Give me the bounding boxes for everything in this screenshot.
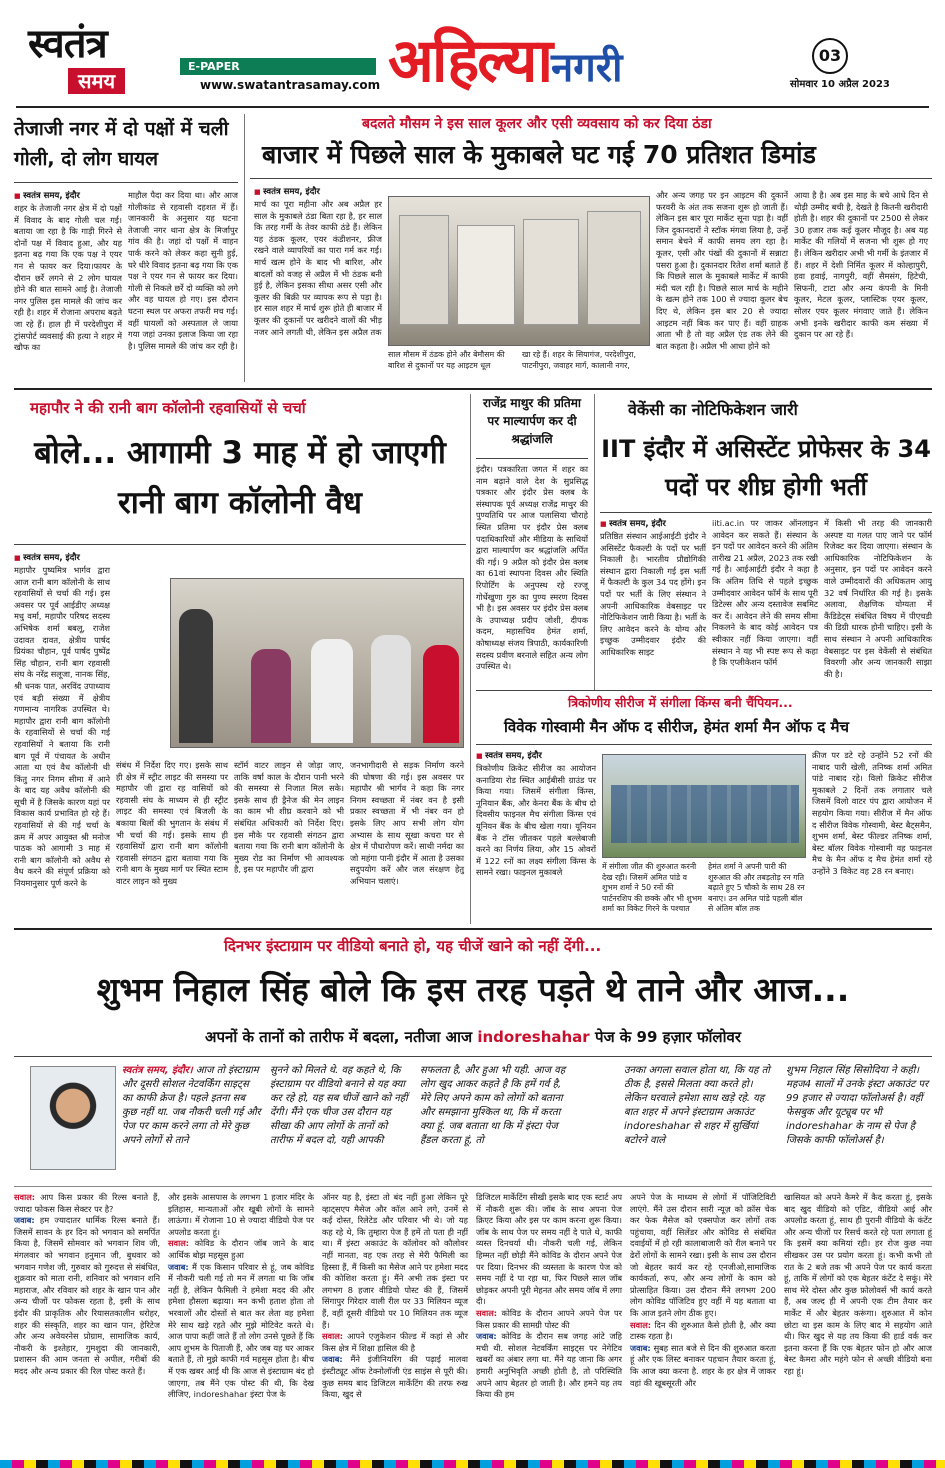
masthead-rule (16, 106, 929, 108)
story-text: जनभागीदारी से सड़क निर्माण करने की घोषणा की गई। इस अवसर पर महापौर श्री भार्गव ने कहा कि नगर निगम स्वच्छता में नंबर वन है इसी प्रकार स्वच्छता में भी नंबर वन हो इसके लिए आप सभी लोग योग अभ्यास के साथ सूखा कचरा घर से क्षेत्र में पौधारोपण करें। साथी नर्मदा का जो महंगा पानी इंदौर में आता है उसका सदुपयोग करें और जल संरक्षण हेतु अभियान चलाएं। (350, 760, 464, 886)
answer-text: कोविड के दौरान सब जगह आंटे जहि मची थी. सोशल नेटवर्किंग साइट्स पर नेगेटिव खबरों का अंबार लगा था. मैंने यह जाना कि अगर हमारी अनुभिवृति अच्छी होती है, तो परिस्थिति अपने आप बेहतर हो जाती है। और हमने यह तय किया की हम (476, 1331, 622, 1400)
story-text: में किसी भी तरह की जानकारी अस्पष्ट या गलत पाए जाने पर फॉर्म रिजेक्ट कर दिया जाएगा। संस्थान के आधिकारिक नोटिफिकेशन के अनुसार, इन पदों पर आवेदन करने वाले उम्मीदवारों की अधिकतम आयु 32 वर्ष निर्धारित की गई है। इसके अलावा, शैक्षणिक योग्यता में कैंडिडेट्स संबंधित विषय में पीएचडी की डिग्री धारक होनी चाहिए। इसी के साथ संस्थान ने अपनी आधिकारिक वेबसाइट पर इस वेकेंसी से संबंधित विवरणी और अन्य जानकारी साझा की है। (824, 518, 932, 679)
photo-caption: साल मौसम में ठंडक होने और बेमौसम की बारिश से दुकानों पर यह आइटम धूल (388, 350, 505, 370)
answer-label: जवाब: (168, 1261, 189, 1272)
story-rani-bagh (14, 394, 466, 924)
edition-title (388, 24, 768, 104)
registration-strip (0, 1460, 945, 1468)
question-label: सवाल: (168, 1238, 190, 1249)
story-text: iiti.ac.in पर जाकर ऑनलाइन आवेदन कर सकते हैं। संस्थान के इन पदों पर आवेदन करने की अंतिम तारीख 21 अप्रैल, 2023 तक रखी गई है। आईआईटी इंदौर ने कहा है कि अंतिम तिथि से पहले इच्छुक उम्मीदवार आवेदन फॉर्म के साथ पूरी डिटेल्स और अन्य दस्तावेज सबमिट कर दें। आवेदन लेने की समय सीमा निकलने के बाद कोई आवेदन पत्र स्वीकार नहीं किया जाएगा। वहीं संस्थान ने यह भी स्पष्ट रूप से कहा है कि एप्लीकेशन फॉर्म (712, 518, 818, 668)
subhead-text: अपनों के तानों को तारीफ में बदला, नतीजा आज (205, 1028, 473, 1046)
byline: ■ स्वतंत्र समय, इंदौर (600, 518, 706, 529)
question-label: सवाल: (476, 1307, 498, 1318)
story-headline: IIT इंदौर में असिस्टेंट प्रोफेसर के 34 पदों पर शीघ्र होगी भर्ती (601, 435, 931, 501)
story-text: हेमंत शर्मा ने अपनी पारी की शुरुआत की और तबड़तोड़ रन गति बढ़ाते हुए 5 चौको के साथ 28 रन बनाए। उन अमित पांडे पहली बॉल से अंतिम बॉल तक (708, 862, 805, 913)
subhead-brand: indoreshahar (477, 1028, 590, 1046)
question-text: आपने एजुकेशन फील्ड में कहां से और किस क्षेत्र में शिक्षा हासिल की है (322, 1331, 469, 1353)
qa-column-2 (168, 1192, 314, 1454)
brand-top: स्वतंत्र (28, 21, 107, 67)
answer-label: जवाब: (630, 1342, 651, 1353)
story-headline: बाजार में पिछले साल के मुकाबले घट गई 70 प्रतिशत डिमांड (262, 140, 816, 169)
epaper-label: E-PAPER (180, 58, 376, 75)
qa-column-5 (630, 1192, 776, 1454)
story-headline: विवेक गोस्वामी मैन ऑफ द सीरीज, हेमंत शर्मा मैन ऑफ द मैच (504, 718, 850, 736)
question-text: दिन की शुरुआत कैसे होती है, और क्या टास्क रहता है। (630, 1319, 777, 1342)
rule (14, 182, 238, 183)
story-text: उनका अगला सवाल होता था, कि यह तो ठीक है, इससे मिलता क्या करते हो। लेकिन घरवाले हमेशा साथ खड़े रहे. यह बात शहर में अपने इंस्टाग्राम अकाउंट indoreshahar से शहर में सुर्खियां बटोरने वाले (624, 1065, 770, 1146)
question-label: सवाल: (630, 1319, 652, 1330)
answer-text: खासियत को अपने कैमरे में कैद करता हूं, इसके बाद खुद वीडियो को एडिट, वीडियो आई और अपलोड करता हूं, साथ ही पुरानी वीडियो के कंटेंट और अन्य चीजों पर रिसर्च करते रहे पता लगाता हूं कि इसमें क्या कमियां रही। हर रोज कुछ नया सीखकर उस पर प्रयोग करता हूं। कभी कभी तो रात के 2 बजे तक भी अपने पेज पर कार्य करता हूं, ताकि में लोगों को एक बेहतर कंटेंट दे सकूं। मेरे साथ मेरे दोस्त और कुछ फ़ोलोवर्स भी कार्य करते हैं, अब जल्द ही में अपनी एक टीम तैयार कर मार्केट में और बेहतर करूंगा। शुरुआत में कोन छोटा था इस काम के लिए बाद मे सहयोग आते थी। फिर खुद से यह तय किया की हार्ड वर्क कर इतना करना हैं कि एक बेहतर फोन हो और आज बेस्ट कैमरा और महंगे फोन से अच्छी वीडियो बना रहा हूं। (784, 1192, 932, 1376)
story-text: प्रतिष्ठित संस्थान आईआईटी इंदौर ने असिस्टेंट फैकल्टी के पदों पर भर्ती निकाली है। भारतीय प्रौद्योगिकी संस्थान द्वारा निकाली गई इस भर्ती में फैकल्टी के कुल 34 पद होंगे। इन पदों पर भर्ती के लिए संस्थान ने अपनी आधिकारिक वेबसाइट पर नोटिफिकेशन जारी किया है। भर्ती के लिए आवेदन करने के योग्य और इच्छुक उम्मीदवार इंदौर की आधिकारिक साइट (600, 531, 706, 657)
story-kicker: दिनभर इंस्टाग्राम पर वीडियो बनाते हो, यह चीजें खाने को नहीं देंगी... (224, 937, 602, 955)
answer-label: जवाब: (322, 1354, 343, 1365)
answer-text: और इसके आसपास के लगभग 1 हजार मंदिर के इतिहास, मान्यताओं और खूबी लोगों के सामने लाऊंगा। में रोजाना 10 से ज्यादा वीडियो पेज पर अपलोड करता हूं। (168, 1192, 314, 1237)
answer-text: सुबह सात बजे से दिन की शुरुआत करता हूं और एक लिस्ट बनाकर पहचान तैयार करता हूं, कि आज क्या करना है. शहर के हर क्षेत्र में जाकर वहां की खूबसूरती और (630, 1342, 776, 1388)
story-tejaji-nagar (14, 114, 238, 382)
story-text: शुभम निहाल सिंह सिसोदिया ने कही। महज4 सालों में उनके इंस्टा अकाउंट पर 99 हजार से ज्यादा फॉलोअर्स है। वहीं फेसबुक और यूट्यूब पर भी indoreshahar के नाम से पेज है जिसके काफी फॉलोअर्स है। (786, 1065, 929, 1146)
brand-bottom: समय (68, 68, 125, 94)
story-text: सफलता है, और हुआ भी यही. आज वह लोग खुद आकर कहते है कि हमें गर्व है, मेरे लिए अपने काम को लोगों को बताना और समझाना मुश्किल था, कि में करता क्या हूं. जब बताता था कि में इंस्टा पेज हैंडल करता हूं, तो (420, 1065, 566, 1146)
subhead-text: पेज के 99 हज़ार फॉलोवर (594, 1028, 741, 1046)
story-text: आज तो इंस्टाग्राम और दूसरी सोशल नेटवर्किंग साइट्स का काफी क्रेज है। पहले इतना सब कुछ नहीं था. जब नौकरी चली गई और पेज पर काम करने लगा तो मेरे कुछ अपने लोगों से ताने (122, 1065, 261, 1146)
edition-title-part1: अहिल्या (388, 26, 551, 96)
question-text: आप किस प्रकार की रिल्स बनाते हैं, ज्यादा फोकस किस सेक्टर पर है? (14, 1192, 160, 1214)
portrait-photo (30, 1066, 116, 1170)
answer-text: डिजिटल मार्केटिंग सीखी इसके बाद एक स्टार्ट अप में नौकरी शुरू की। जॉब के साथ अपना पेज क्रिएट किया और इस पर काम करना शुरू किया। जॉब के साथ पेज पर समय नहीं दे पाते थे, काफी व्यस्त दिनचर्या थी। नौकरी चली गई, लेकिन हिम्मत नहीं छोड़ी मैंने कोविड के दौरान अपने पेज पर दिया। दिनभर की व्यस्तता के कारण पेज को समय नहीं दे पा रहा था, फिर पिछले साल जॉब छोड़कर अपनी पूरी मेहनत और समय जॉब में लगा दी। (476, 1192, 622, 1307)
story-text: महापौर पुष्यमित्र भार्गव द्वारा आज रानी बाग कॉलोनी के साथ रहवासियों से चर्चा की गई। इस अवसर पर पूर्व आईडीए अध्यक्ष मधु वर्मा, महापौर परिषद सदस्य अभिषेक शर्मा बबलू, राजेश उदावत दावत, क्षेत्रीय पार्षद प्रियंका चौहान, पूर्व पार्षद पुष्पेंद्र सिंह चौहान, रानी बाग रहवासी संघ के नरेंद्र सलूजा, नानक सिंह, श्री धनक पात, अरविंद उपाध्याय एवं बड़ी संख्या में क्षेत्रीय गणमान्य नागरिक उपस्थित थे। महापौर द्वारा रानी बाग कॉलोनी के रहवासियों से चर्चा की गई रहवासियों ने बताया कि रानी बाग पूर्व में पंचायत के अधीन आता था एवं वैध कॉलोनी थी किंतु नगर निगम सीमा में आने के बाद यह अवैध कॉलोनी की सूची में है जिसके कारण यहां पर विकास कार्य प्रभावित हो रहे हैं। रहवासियों से की गई चर्चा के क्रम में अपर आयुक्त श्री मनोज पाठक को आगामी 3 माह में रानी बाग कॉलोनी को अवैध से वैध करने की संपूर्ण प्रक्रिया को नियमानुसार पूर्ण करने के (14, 565, 110, 889)
story-text: स्टॉर्म वाटर लाइन से जोड़ा जाए, ताकि वर्षा काल के दौरान पानी भरने की समस्या से निजात मिल सके। इसके साथ ही ड्रैनेज की मेन लाइन का काम भी शीघ्र करवाने को भी संबंधित अधिकारी को निर्देश दिए। इस मौके पर रहवासी संगठन द्वारा बताया गया कि रानी बाग कॉलोनी के मुख्य रोड का निर्माण भी आवश्यक है, इस पर महापौर जी द्वारा (234, 760, 344, 875)
website-link[interactable]: www.swatantrasamay.com (200, 78, 381, 92)
answer-label: जवाब: (476, 1331, 497, 1342)
mayor-meeting-photo (170, 578, 464, 748)
qa-column-6 (784, 1192, 932, 1454)
byline: ■ स्वतंत्र समय, इंदौर (476, 750, 596, 761)
page-number: 03 (812, 38, 848, 74)
qa-column-1 (14, 1192, 160, 1454)
brand-logo (28, 22, 180, 96)
story-headline: राजेंद्र माथुर की प्रतिमा पर माल्यार्पण कर दी श्रद्धांजलि (482, 396, 582, 446)
story-text: संबंध में निर्देश दिए गए। इसके साथ ही क्षेत्र में स्ट्रीट लाइट की समस्या पर महापौर जी द्वारा रह वासियों को रहवासी संघ के माध्यम से ही स्ट्रीट लाइट की समस्या एवं बिजली के बकाया बिलों की भुगतान के संबंध में भी चर्चा की गई। इसके साथ ही रहवासियों द्वारा रानी बाग कॉलोनी रहवासी संगठन द्वारा बताया गया कि रानी बाग के मुख्य मार्ग पर स्थित स्टाम वाटर लाइन को मुख्य (116, 760, 228, 886)
story-kicker: त्रिकोणीय सीरीज में संगीला किंग्स बनी चैंपियन... (568, 695, 793, 710)
question-text: कोविड के दौरान आपने अपने पेज पर किस प्रकार की सामग्री पोस्ट की (476, 1307, 622, 1330)
byline: ■ स्वतंत्र समय, इंदौर (254, 186, 382, 197)
masthead (0, 0, 945, 108)
byline: ■ स्वतंत्र समय, इंदौर (14, 552, 110, 563)
story-kicker: बदलते मौसम ने इस साल कूलर और एसी व्यवसाय को कर दिया ठंडा (362, 116, 712, 132)
story-text: क्रीज पर डटे रहे उन्होंने 52 रनों की नाबाद पारी खेली, तनिष्क शर्मा अमित पांडे नाबाद रहे। विलो क्रिकेट सीरीज मुकाबले 2 दिनों तक लगातार चले जिसमें विलो वाटर पंप द्वारा आयोजन में सहयोग किया गया। सीरीज में मैन ऑफ द सीरीज विवेक गोस्वामी, बेस्ट बैट्समैन, शुभम शर्मा, बेस्ट फील्डर तनिष्क शर्मा, बेस्ट बॉलर विवेक गोस्वामी वह फाइनल मैच के मैन ऑफ द मैच हेमंत शर्मा रहे उन्होंने 3 विकेट वह 28 रन बनाए। (812, 750, 932, 876)
question-text: कोविड के दौरान जॉब जाने के बाद आर्थिक बोझ महसूस हुआ (168, 1238, 314, 1260)
question-label: सवाल: (322, 1331, 344, 1342)
story-iit-indore (600, 394, 932, 690)
answer-label: जवाब: (14, 1215, 35, 1226)
intro-lead: स्वतंत्र समय, इंदौर। (122, 1065, 193, 1076)
qa-column-4 (476, 1192, 622, 1454)
issue-date: सोमवार 10 अप्रैल 2023 (790, 79, 890, 90)
story-cricket-series (476, 690, 932, 924)
answer-text: मैंने इंजीनियरिंग की पढ़ाई मालवा इंस्टीट्यूट ऑफ टेक्नोलॉजी एंड साइंस से पूरी की। कुछ समय बाद डिजिटल मार्केटिंग की तरफ रुख किया, खुद से (322, 1354, 469, 1400)
story-text: माहौल पैदा कर दिया था। और आज गोलीकांड से रहवासी दहशत में हैं। जानकारी के अनुसार यह घटना तेजाजी नगर थाना क्षेत्र के मिर्जापुर गांव की है। जहां दो पक्षों में वाहन पार्क करने को लेकर कहा सुनी हुई, घरे धीरे विवाद इतना बढ़ गया कि एक पक्ष ने एयर गन से फायर कर दिया। गोली से निकले छर्रे दो व्यक्ति को लगे और वह घायल हो गए। इस दौरान घटना स्थल पर अफरा तफरी मच गई। वहीं घायलों को अस्पताल ले जाया गया जहां उनका इलाज किया जा रहा है। पुलिस मामले की जांच कर रही है। (128, 190, 238, 351)
story-text: सुनने को मिलते थे. वह कहते थे, कि इंस्टाग्राम पर वीडियो बनाने से यह क्या कर रहे हो, यह सब चीजें खाने को नहीं देंगी। मैंने एक चीज उस दौरान यह सीखा की आप लोगों के तानों को तारीफ में बदल दो, यही आपकी (270, 1065, 408, 1146)
story-headline: बोले... आगामी 3 माह में हो जाएगी रानी बाग कॉलोनी वैध (34, 435, 446, 521)
question-label: सवाल: (14, 1192, 36, 1202)
cricket-team-photo (602, 754, 806, 858)
edition-title-part2: नगरी (551, 45, 623, 91)
photo-caption: में संगीला जीत की शुरुआत करनी देख रही। जिसमें अमित पांडे व शुभम शर्मा ने 50 रनों की पार्टनरशिप की छक्के और भी शुभम शर्मा का विकेट गिरने के पश्चात (602, 862, 702, 913)
story-kicker: वेकेंसी का नोटिफिकेशन जारी (628, 400, 798, 419)
story-text: शहर के तेजाजी नगर क्षेत्र में दो पक्षों में विवाद के बाद गोली चल गई। बताया जा रहा है कि गाड़ी गिरने से दोनों पक्ष में विवाद हुआ, और यह इतना बढ़ गया कि एक पक्ष ने एयर गन से फायर कर दिया।फायर के दौरान छर्रे लगने से 2 लोग घायल होने की बात सामने आई है। तेजाजी नगर पुलिस इस मामले की जांच कर रही है। शहर में रोजाना अपराध बढ़ते जा रहे हैं। हाल ही में परदेशीपुरा में ट्रांसपोर्ट व्यवसाई की हत्या ने शहर में खौफ का (14, 203, 122, 353)
cooler-shop-photo (388, 196, 650, 346)
answer-text: मैं एक किसान परिवार से हूं, जब कोविड में नौकरी चली गई तो मन में लगता था कि जॉब नहीं है, लेकिन फैमिली ने हमेशा मदद की और हमेशा हौसला बढ़ाया। मन कभी हताश होता तो भरवालों और दोस्तों से बात कर लेता वह हमेशा मेरे साथ खड़े रहते और मुझे मोटिवेट करते थे। आज पापा कहीं जाते हैं तो लोग उनसे पूछते हैं कि आप शुभम के पिताजी हैं, और जब यह घर आकर बताते हैं, तो मुझे काफी गर्व महसूस होता है। बीच में एक खबर आई थी कि आज से इंस्टाग्राम बंद हो जाएगा, तब मैंने एक पोस्ट की थी, कि देख लीजिए, indoreshahar इंस्टा पेज के (168, 1261, 314, 1400)
story-text: मार्च का पूरा महीना और अब अप्रैल हर साल के मुकाबले ठंडा बिता रहा है, हर साल कि तरह गर्मी के तेवर काफी ठंडे हैं। लेकिन यह ठंडक कूलर, एयर कंडीशनर, फ्रीज रखने वाले व्यापरियों का पारा गर्म कर गई। मार्च खत्म होने के बाद भी बारिश, और बादलों को वजह से अप्रैल में भी ठंडक बनी हुई है, लेकिन इसका सीधा असर एसी और कूलर की बिक्री पर व्यापक रूप से पड़ा है। हर साल शहर में मार्च शुरू होते ही बाजार में कूलर की दुकानों पर खरीदने वालों की भीड़ नजर आने लगती थी, लेकिन इस अप्रैल तक (254, 199, 382, 337)
story-headline: तेजाजी नगर में दो पक्षों में चली गोली, दो लोग घायल (14, 118, 229, 170)
story-subhead (14, 1024, 932, 1050)
story-cooler-market (250, 114, 932, 384)
byline: ■ स्वतंत्र समय, इंदौर (14, 190, 122, 201)
answer-text: ऑनर यह है, इंस्टा तो बंद नहीं हुआ लेकिन पूरे व्हाट्सएप मैसेज और कॉल आने लगे, उनमें से कई दोस्त, रिलेटेड और परिवार भी थे। जो यह कह रहे थे, कि तुम्हारा पेज हैं हमें तो पता ही नहीं था। मैं इंस्टा अकाउंट के कॉलोवर को कौलोवर नहीं मानता, वह एक तरह से मेरी फैमिली का हिस्सा हैं, मैं किसी का मैसेज आने पर हमेशा मदद की कोशिश करता हूं। मैंने अभी तक इंस्टा पर लगभग 8 हजार वीडियो पोस्ट की हैं, जिसमें सिंगापुर गिरेदार वाली रील पर 33 मिलियन व्यूज हैं, वहीं दूसरी वीडियो पर 10 मिलियन तक व्यूज हैं। (322, 1192, 468, 1330)
answer-text: अपने पेज के माध्यम से लोगों में पॉजिटिविटी लाएंगे. मैंने उस दौरान सारी न्यूज़ को क्रॉस चेक कर फेक मैसेज को एक्सपोज कर लोगों तक पहुंचाया, वहीं सिलेंडर और कोविड से संबंधित दवाईयों में हो रही कालाबाजारी को रील बनाने पर ढेरों लोगों के सामने रखा। इसी के साथ उस दौरान जो बेहतर कार्य कर रहे एनजीओ,सामाजिक कार्यकर्ता, रूप, और अन्य लोगों के काम को प्रोत्साहित किया। उस दौरान मैंने लगभग 200 लोग कोविड पॉजिटिव हुए वहीं में यह बताता था कि आज इतने लोग ठीक हुए। (630, 1192, 776, 1318)
answer-text: हम ज्यादातर धार्मिक रिल्स बनाते हैं। जिसमें सावन के हर दिन को भगवान को समर्पित किया है, जिसमें सोमवार को भगवान शिव जी, मंगलवार को भगवान हनुमान जी, बुधवार को भगवान गणेश जी, गुरुवार को गुरुदत्त से संबंधित, शुक्रवार को माता रानी, शनिवार को भगवान शनि महाराज, और रविवार को शहर के खान पान और अन्य चीजों पर फोकस रहता है, इसी के साथ इंदौर की प्राकृतिक और रियासतकालीन धरोहर, शहर की संस्कृति, शहर का खान पान, हेरिटेज और अन्य अवेयरनेस प्रोग्राम, सामाजिक कार्य, नौकरी के इश्तेहार, गुमशुदा की जानकारी, प्रशासन की आम जनता से अपील, गरीबों की मदद और अन्य प्रकार की रिल पोस्ट करते हैं। (14, 1215, 160, 1376)
story-text: आया है है। अब इस माह के बचे आधे दिन से थोड़ी उम्मीद बची है, देखते है कितनी खरीदारी होती है। शहर की दुकानों पर 2500 से लेकर 30 हजार तक कई कूलर मौजूद है। अब यह मार्केट की गलियों में सजना भी शुरू हो गए हैं। लेकिन खरीदार अभी भी गर्मी के इंतजार में हैं। शहर में देशी निर्मित कूलर में कोल्हापुरी, हवा हवाई, नागपुरी, वहीं सैमसंग, हिटेची, सिफनी, टाटा और अन्य कंपनी के मिनी कूलर, मेटल कूलर, प्लास्टिक एयर कूलर, सोलर एयर कूलर मंगवाए जाते हैं। लेकिन अभी इनके खरीदार काफी कम संख्या में दुकान पर आ रहे हैं। (794, 190, 928, 340)
qa-column-3 (322, 1192, 468, 1454)
story-text: और अन्य जगह पर इन आइटम की दुकानें फरवरी के अंत तक सजना शुरू हो जाती हैं। लेकिन इस बार पूरा मार्केट सूना पड़ा है। वहीं जिन दुकानदारों ने स्टॉक मंगवा लिया है, उन्हें समान बेचने में काफी समय लग रहा है। कूलर, एसी और पंखों की दुकानों में सन्नाटा पसरा हुआ है। दुकानदार रितेश शर्मा बताते हैं कि पिछले साल के मुकाबले मार्केट में काफी मंदी चल रही है। पिछले साल मार्च के महीने के खत्म होने तक 100 से ज्यादा कूलर बेच दिए थे, लेकिन इस बार 20 से ज्यादा आइटम नहीं बिक कर पाए हैं। वहीं ग्राहक आता भी है तो वह अप्रैल एंड तक लेने की बात कहता है। अप्रैल भी आधा होने को (656, 190, 788, 351)
story-text: इंदौर। पत्रकारिता जगत में शहर का नाम बढ़ाने वाले देश के सुप्रसिद्ध पत्रकार और इंदौर प्रेस क्लब के संस्थापक पूर्व अध्यक्ष राजेंद्र माथुर की पुण्यतिथि पर आज पलासिया चौराहे स्थित प्रतिमा पर इंदौर प्रेस क्लब पदाधिकारियों और मीडिया के साथियों द्वारा माल्यार्पण कर श्रद्धांजलि अर्पित की गई। 9 अप्रैल को इंदौर प्रेस क्लब का 61वां स्थापना दिवस और स्थिति रिपोर्टिंग के अनुपस्थ रहे रज्जू गोर्धेखुणा गुरु का पुण्य स्मरण दिवस भी है। इस अवसर पर इंदौर प्रेस क्लब के उपाध्यक्ष प्रदीप जोशी, दीपक कदम, महासचिव हेमंत शर्मा, कोषाध्यक्ष संजय त्रिपाठी, कार्यकारिणी सदस्य प्रवीण बरनाले सहित अन्य लोग उपस्थित थे। (476, 464, 588, 672)
story-headline: शुभम निहाल सिंह बोले कि इस तरह पड़ते थे ताने और आज... (96, 970, 850, 1009)
story-text: त्रिकोणीय क्रिकेट सीरीज का आयोजन कनाडिया रोड स्थित आईबीसी ग्राउंड पर किया गया। जिसमें संगीला किंग्स, नूनियान बैंक, और केनरा बैंक के बीच दो दिवसीय फाइनल मैच संगीला किंग्स एवं यूनियन बैंक के बीच खेला गया। यूनियन बैंक ने टॉस जीतकर पहले बल्लेबाजी करने का निर्णय लिया, और 15 ओवरों में 122 रनों का लक्ष्य संगीला किंग्स के सामने रखा। फाइनल मुकाबले (476, 763, 596, 878)
story-text: खा रहे हैं। शहर के सियागंज, परदेशीपुरा, पाटनीपुरा, जवाहर मार्ग, कालानी नगर, (522, 350, 636, 370)
story-kicker: महापौर ने की रानी बाग कॉलोनी रहवासियों से चर्चा (30, 399, 306, 417)
story-shubham-nihal (14, 934, 932, 1456)
